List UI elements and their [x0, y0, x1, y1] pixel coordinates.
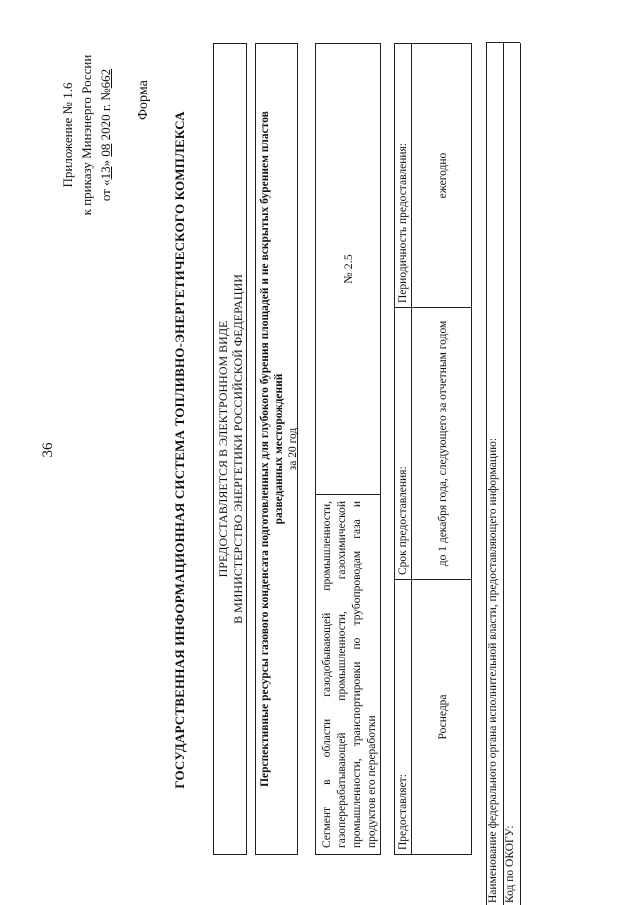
report-title-line-1: Перспективные ресурсы газового конденсата подготовленных для глубокого бурения площадей и не вскрытых бурением пластов — [259, 111, 271, 787]
order-date-line — [96, 10, 115, 260]
footer-right-rule — [486, 42, 520, 43]
info-table — [394, 43, 472, 855]
submission-line-2: В МИНИСТЕРСТВО ЭНЕРГЕТИКИ РОССИЙСКОЙ ФЕДЕРАЦИИ — [231, 274, 245, 624]
segment-description: Сегмент в области газодобывающей промышленности, газоперерабатывающей промышленности, газохимической промышленности, транспортировки по трубопроводам газа и продуктов его переработки — [316, 494, 380, 854]
date-mid: » — [98, 159, 113, 167]
provider-header: Предоставляет: — [395, 580, 412, 854]
submission-line-1: ПРЕДОСТАВЛЯЕТСЯ В ЭЛЕКТРОННОМ ВИДЕ — [216, 320, 230, 578]
order-day: 13 — [98, 166, 113, 180]
order-number: 662 — [98, 68, 113, 89]
order-reference: к приказу Минэнерго России — [79, 54, 94, 216]
footer-block — [486, 43, 520, 905]
frequency-value: ежегодно — [437, 152, 449, 199]
segment-table — [315, 43, 381, 855]
date-prefix: от « — [98, 179, 113, 202]
order-year: 2020 г. № — [98, 88, 113, 141]
okogu-label: Код по ОКОГУ: — [504, 825, 516, 903]
deadline-header: Срок предоставления: — [395, 308, 412, 579]
frequency-header: Периодичность предоставления: — [395, 44, 412, 307]
deadline-column — [395, 307, 471, 579]
appendix-title: Приложение № 1.6 — [60, 82, 75, 188]
provider-value: Роснедра — [437, 694, 449, 740]
system-title: ГОСУДАРСТВЕННАЯ ИНФОРМАЦИОННАЯ СИСТЕМА ТОПЛИВНО-ЭНЕРГЕТИЧЕСКОГО КОМПЛЕКСА — [172, 111, 187, 789]
page-number: 36 — [40, 442, 56, 458]
order-month: 08 — [98, 143, 113, 157]
frequency-column — [395, 44, 471, 307]
appendix-header — [58, 10, 115, 260]
provider-column — [395, 579, 471, 854]
authority-label: Наименование федерального органа исполнительной власти, предоставляющего информацию: — [487, 437, 499, 903]
report-title-line-2: разведанных месторождений — [273, 373, 285, 525]
footer-divider-bottom — [520, 43, 521, 905]
footer-divider-middle — [503, 43, 504, 905]
report-title-box — [255, 43, 298, 855]
report-period: за 20 год — [287, 427, 299, 471]
submission-box — [213, 43, 247, 855]
segment-number: № 2.5 — [340, 254, 355, 284]
form-label: Форма — [136, 80, 151, 120]
deadline-value: до 1 декабря года, следующего за отчетным годом — [437, 320, 449, 567]
